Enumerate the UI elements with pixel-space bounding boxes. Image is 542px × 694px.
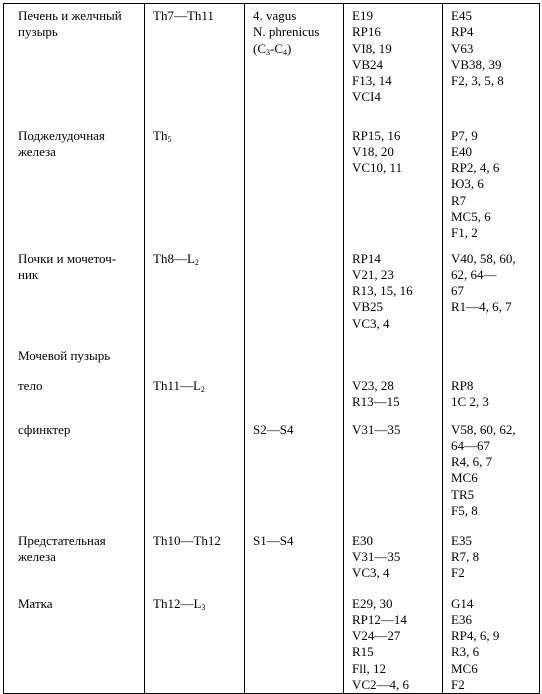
table-row [4, 247, 540, 344]
point-line: Ю3, 6 [451, 176, 484, 192]
segment-cell [145, 592, 245, 694]
point-line: 62, 64— [451, 266, 497, 282]
point-line: V40, 58, 60, [451, 250, 516, 266]
point-line: V31—35 [352, 421, 401, 437]
organ-line: ник [18, 266, 39, 282]
point-line: V18, 20 [352, 143, 394, 159]
table-row [4, 344, 540, 374]
point-line: V63 [451, 40, 474, 56]
nerve-line: S1—S4 [253, 532, 294, 548]
nerve-cell [245, 4, 344, 124]
points-cell-1 [344, 124, 443, 247]
segment-line: $Th12—L_3$ [153, 595, 206, 612]
point-line: 67 [451, 283, 464, 299]
point-line: F13, 14 [352, 73, 392, 89]
organ-cell [4, 529, 145, 592]
point-line: MC6 [451, 470, 478, 486]
point-line: E29, 30 [352, 595, 393, 611]
points-cell-1 [344, 374, 443, 418]
segment-line: $Th11—L_2$ [153, 377, 205, 394]
points-cell-2 [443, 124, 540, 247]
acupuncture-organ-table [3, 3, 540, 694]
nerve-line: N. phrenicus [253, 24, 320, 40]
point-line: V24—27 [352, 628, 401, 644]
organ-cell [4, 4, 145, 124]
point-line: VI8, 19 [352, 40, 392, 56]
point-line: V23, 28 [352, 377, 394, 393]
points-cell-2 [443, 374, 540, 418]
organ-line: Предстательная [18, 532, 106, 548]
point-line: R7, 8 [451, 548, 480, 564]
segment-line: Th7—Th11 [153, 8, 214, 23]
segment-cell [145, 247, 245, 344]
points-cell-2 [443, 418, 540, 529]
point-line: R3, 6 [451, 644, 480, 660]
nerve-cell [245, 247, 344, 344]
point-line: V21, 23 [352, 266, 394, 282]
point-line: E30 [352, 532, 373, 548]
point-line: E36 [451, 611, 472, 627]
point-line: RP12—14 [352, 611, 407, 627]
point-line: VC10, 11 [352, 160, 403, 176]
point-line: R7 [451, 192, 467, 208]
organ-line: железа [18, 548, 56, 564]
points-cell-1 [344, 418, 443, 529]
nerve-cell [245, 418, 344, 529]
organ-line: тело [18, 377, 43, 393]
segment-cell [145, 529, 245, 592]
nerve-cell [245, 124, 344, 247]
segment-line: $Th8—L_2$ [153, 250, 199, 267]
point-line: RP4 [451, 24, 474, 40]
organ-cell [4, 374, 145, 418]
point-line: R13, 15, 16 [352, 283, 413, 299]
point-line: E45 [451, 8, 472, 23]
point-line: F1, 2 [451, 225, 478, 241]
point-line: R13—15 [352, 393, 400, 409]
point-line: RP16 [352, 24, 381, 40]
nerve-line: S2—S4 [253, 421, 294, 437]
organ-line: Печень и желчный [18, 8, 122, 23]
point-line: 64—67 [451, 437, 490, 453]
point-line: RP2, 4, 6 [451, 160, 500, 176]
point-line: VC2—4, 6 [352, 676, 410, 692]
point-line: F5, 8 [451, 502, 478, 518]
points-cell-2 [443, 592, 540, 694]
nerve-cell [245, 592, 344, 694]
nerve-cell [245, 529, 344, 592]
point-line: R4, 6, 7 [451, 454, 493, 470]
organ-cell [4, 592, 145, 694]
organ-line: железа [18, 143, 56, 159]
nerve-cell [245, 374, 344, 418]
point-line: RP4, 6, 9 [451, 628, 500, 644]
point-line: G14 [451, 595, 474, 611]
organ-line: Почки и мочеточ- [18, 250, 117, 266]
points-cell-1 [344, 592, 443, 694]
segment-line: Th10—Th12 [153, 532, 221, 548]
points-cell-2 [443, 247, 540, 344]
organ-line: пузырь [18, 24, 58, 40]
point-line: VB25 [352, 299, 384, 315]
table-row [4, 592, 540, 694]
points-cell-2 [443, 4, 540, 124]
point-line: E35 [451, 532, 472, 548]
segment-cell [145, 344, 245, 374]
points-cell-1 [344, 529, 443, 592]
point-line: RP14 [352, 250, 381, 266]
point-line: VC3, 4 [352, 565, 390, 581]
points-cell-2 [443, 529, 540, 592]
point-line: RP8 [451, 377, 474, 393]
nerve-line: 4. vagus [253, 8, 297, 23]
point-line: F2 [451, 676, 465, 692]
point-line: VB38, 39 [451, 56, 502, 72]
point-line: VC3, 4 [352, 315, 390, 331]
point-line: TR5 [451, 486, 475, 502]
point-line: MC5, 6 [451, 208, 491, 224]
point-line: RP15, 16 [352, 127, 401, 143]
table-row [4, 374, 540, 418]
organ-cell [4, 344, 145, 374]
organ-line: Мочевой пузырь [18, 347, 111, 363]
point-line: VB24 [352, 56, 384, 72]
nerve-cell [245, 344, 344, 374]
segment-cell [145, 4, 245, 124]
point-line: E40 [451, 143, 472, 159]
segment-line: $Th_5$ [153, 127, 172, 144]
nerve-line: $(C_3-C_4)$ [253, 40, 292, 57]
points-cell-1 [344, 4, 443, 124]
organ-line: сфинктер [18, 421, 71, 437]
segment-cell [145, 124, 245, 247]
organ-line: Матка [18, 595, 53, 611]
segment-cell [145, 374, 245, 418]
point-line: F2 [451, 565, 465, 581]
point-line: R1—4, 6, 7 [451, 299, 512, 315]
point-line: V58, 60, 62, [451, 421, 516, 437]
table-row [4, 4, 540, 124]
point-line: R15 [352, 644, 374, 660]
table-row [4, 124, 540, 247]
organ-line: Поджелудочная [18, 127, 105, 143]
points-cell-1 [344, 344, 443, 374]
point-line: VCI4 [352, 89, 381, 105]
point-line: F2, 3, 5, 8 [451, 73, 504, 89]
point-line: MC6 [451, 660, 478, 676]
point-line: P7, 9 [451, 127, 478, 143]
organ-cell [4, 124, 145, 247]
point-line: 1C 2, 3 [451, 393, 489, 409]
point-line: Fll, 12 [352, 660, 386, 676]
point-line: V31—35 [352, 548, 401, 564]
point-line: E19 [352, 8, 373, 23]
segment-cell [145, 418, 245, 529]
organ-cell [4, 247, 145, 344]
table-row [4, 418, 540, 529]
points-cell-2 [443, 344, 540, 374]
points-cell-1 [344, 247, 443, 344]
table-row [4, 529, 540, 592]
organ-cell [4, 418, 145, 529]
